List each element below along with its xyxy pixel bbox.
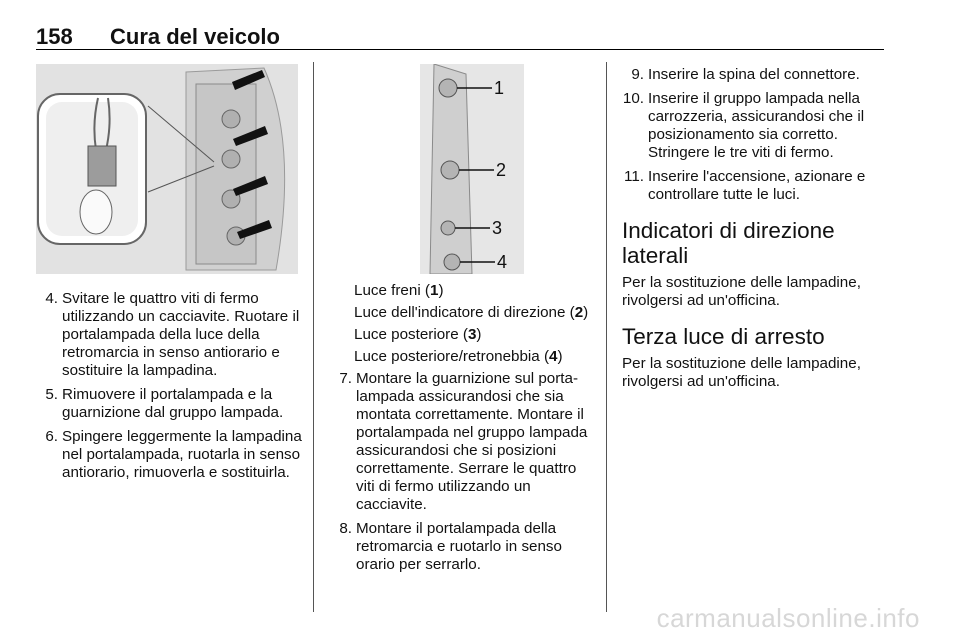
caption-1: Luce freni (1) — [354, 282, 444, 299]
watermark: carmanualsonline.info — [656, 603, 920, 633]
header-rule — [36, 49, 884, 50]
callout-1: 1 — [494, 78, 505, 98]
column-3 — [614, 66, 886, 399]
column-divider-1 — [313, 62, 314, 612]
third-brake-light-text: Per la sostituzione delle lampadine, rivolgersi ad un'officina. — [622, 355, 861, 390]
illustration-lamp-screws — [36, 64, 298, 274]
caption-3: Luce posteriore (3) — [354, 326, 482, 343]
lamp-screws-drawing — [36, 64, 298, 274]
step-10: 10. Inserire il gruppo lampada nella carrozzeria, assicurandosi che il posizionamento sia corretto. Stringere le tre viti di fermo. — [622, 90, 865, 161]
step-9: 9. Inserire la spina del connettore. — [631, 66, 860, 83]
page-header — [36, 24, 280, 50]
figure-captions — [330, 282, 592, 366]
step-8: 8. Montare il portalampada della retromarcia e ruotarlo in senso orario per serrarlo. — [339, 520, 562, 573]
step-6: 6. Spingere leggermente la lampadina nel portalampada, ruotarla in senso antiorario, rimuoverla e sostituirla. — [45, 428, 302, 481]
step-4: 4. Svitare le quattro viti di fermo utilizzando un cacciavite. Ruotare il portalampada della luce della retromarcia in senso antiorario e sostituire la lampadina. — [45, 290, 300, 379]
step-5: 5. Rimuovere il portalampada e la guarnizione dal gruppo lampada. — [45, 386, 284, 421]
column-2 — [330, 282, 592, 580]
chapter-title: Cura del veicolo — [110, 24, 280, 49]
column-divider-2 — [606, 62, 607, 612]
caption-4: Luce posteriore/retronebbia (4) — [354, 348, 563, 365]
column-1 — [36, 290, 302, 488]
callout-2: 2 — [496, 160, 507, 180]
illustration-lamp-holder — [326, 64, 592, 274]
callout-3: 3 — [492, 218, 503, 238]
callout-4: 4 — [497, 252, 508, 272]
caption-2: Luce dell'indicatore di direzione (2) — [354, 304, 589, 321]
step-11: 11. Inserire l'accensione, azionare e controllare tutte le luci. — [624, 168, 866, 203]
side-indicators-text: Per la sostituzione delle lampadine, rivolgersi ad un'officina. — [622, 274, 861, 309]
step-7: 7. Montare la guarnizione sul portalampada assicurandosi che sia montata correttamente. Montare il portalampada nel gruppo lampada assicurandosi che si posizioni correttamente. Serrare le quattro viti di fermo utilizzando un cacciavite. — [339, 370, 588, 513]
page-number: 158 — [36, 24, 73, 49]
heading-side-indicators: Indicatori di direzione laterali — [622, 218, 835, 268]
lamp-holder-drawing — [326, 64, 592, 274]
heading-third-brake-light: Terza luce di arresto — [622, 324, 825, 349]
